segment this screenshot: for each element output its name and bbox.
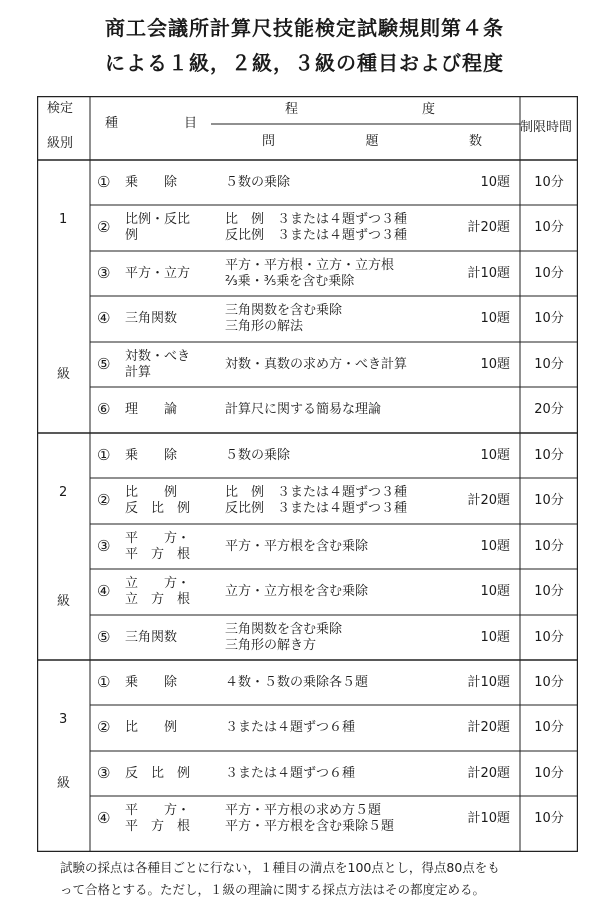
time-limit: 10分 [534,674,564,690]
item-name: 平 方・ [125,530,191,546]
item-name: 三角関数 [125,629,178,645]
item-content: 平方・平方根を含む乗除５題 [225,819,395,834]
header-count-c: 数 [468,134,482,149]
item-number: ① [97,172,111,191]
grade-suffix: 級 [57,367,71,382]
item-name: 比例・反比 [125,212,191,227]
header-grade-2: 級別 [47,136,74,151]
header-level-b: 度 [421,102,435,117]
time-limit: 10分 [534,447,564,463]
time-limit: 10分 [534,584,564,599]
grade-number: 3 [59,712,68,727]
item-number: ④ [97,582,111,600]
table-grid [37,96,578,852]
item-name: 反 比 例 [125,765,191,781]
exam-table [37,96,578,852]
item-content: 三角関数を含む乗除 [225,303,343,318]
question-count: 10題 [480,311,510,326]
question-count: 10題 [480,584,510,599]
item-number: ⑥ [97,400,111,418]
item-name: 比 例 [125,720,178,735]
item-number: ① [97,672,111,691]
time-limit: 10分 [534,629,564,645]
question-count: 計10題 [467,811,510,826]
question-count: 10題 [480,447,510,463]
question-count: 計20題 [467,765,510,781]
item-name: 立 方 根 [125,592,191,607]
item-content: 比 例 ３または４題ずつ３種 [225,485,408,500]
item-name: 反 比 例 [125,501,191,516]
header-item-b: 目 [183,116,197,131]
item-content: 比 例 ３または４題ずつ３種 [225,212,408,227]
header-item-a: 種 [105,116,119,131]
item-content: 反比例 ３または４題ずつ３種 [225,228,408,243]
question-count: 計20題 [467,720,510,735]
time-limit: 10分 [534,356,564,372]
item-content: 計算尺に関する簡易な理論 [225,402,382,417]
item-content: ⅔乗・⅗乗を含む乗除 [225,273,355,289]
item-content: ３または４題ずつ６種 [225,765,356,781]
item-name: 平 方 根 [125,546,191,562]
grade-suffix: 級 [57,776,71,791]
item-content: ３または４題ずつ６種 [225,720,356,735]
header-count-b: 題 [365,134,379,149]
header-time: 制限時間 [520,120,573,135]
header-count [262,134,482,150]
item-content: ５数の乗除 [225,447,291,463]
question-count: 10題 [480,174,510,190]
question-count: 計10題 [467,265,510,281]
item-content: 対数・真数の求め方・べき計算 [225,356,408,372]
time-limit: 10分 [534,720,564,735]
grade-suffix: 級 [57,594,71,609]
time-limit: 10分 [534,811,564,826]
footnote-line-2: って合格とする。ただし，１級の理論に関する採点方法はその都度定める。 [60,882,486,897]
question-count: 10題 [480,356,510,372]
item-name: 乗 除 [125,174,178,190]
question-count: 10題 [480,629,510,645]
item-name: 平 方 根 [125,819,191,834]
item-number: ② [97,718,111,736]
time-limit: 10分 [534,538,564,554]
item-name: 立 方・ [125,576,191,591]
header-grade-1: 検定 [47,101,74,116]
header-item [105,116,197,132]
question-count: 計20題 [467,493,510,508]
grade-number: 1 [59,212,68,227]
time-limit: 20分 [534,402,564,417]
question-count: 10題 [480,538,510,554]
item-content: ４数・５数の乗除各５題 [225,674,369,690]
item-name: 比 例 [125,485,178,500]
time-limit: 10分 [534,311,564,326]
item-content: 立方・立方根を含む乗除 [225,584,369,599]
time-limit: 10分 [534,493,564,508]
item-content: ５数の乗除 [225,174,291,190]
item-name: 平方・立方 [125,265,191,281]
item-number: ① [97,445,111,464]
item-number: ③ [97,536,111,555]
item-number: ② [97,218,111,236]
item-number: ③ [97,263,111,282]
item-name: 計算 [125,364,152,380]
time-limit: 10分 [534,174,564,190]
item-number: ④ [97,809,111,827]
grade-number: 2 [59,485,68,500]
item-name: 三角関数 [125,311,178,326]
item-name: 対数・べき [125,348,191,364]
item-content: 三角関数を含む乗除 [225,621,343,637]
item-content: 三角形の解法 [225,319,304,334]
item-name: 乗 除 [125,674,178,690]
document-title: 商工会議所計算尺技能検定試験規則第４条 [105,16,504,40]
time-limit: 10分 [534,265,564,281]
item-name: 平 方・ [125,803,191,818]
item-number: ⑤ [97,627,111,646]
item-name: 乗 除 [125,447,178,463]
header-level [285,102,435,118]
question-count: 計10題 [467,674,510,690]
header-level-a: 程 [285,102,299,117]
question-count: 計20題 [467,220,510,235]
document-subtitle: による１級，２級，３級の種目および程度 [105,51,504,75]
time-limit: 10分 [534,220,564,235]
item-content: 平方・平方根を含む乗除 [225,538,369,554]
item-name: 理 論 [125,402,178,417]
item-name: 例 [125,228,139,243]
item-content: 三角形の解き方 [225,637,317,653]
item-number: ④ [97,309,111,327]
time-limit: 10分 [534,765,564,781]
footnote-line-1: 試験の採点は各種目ごとに行ない，１種目の満点を100点とし，得点80点をも [60,860,500,875]
item-content: 反比例 ３または４題ずつ３種 [225,501,408,516]
item-number: ③ [97,763,111,782]
item-content: 平方・平方根の求め方５題 [225,803,382,818]
item-content: 平方・平方根・立方・立方根 [225,257,395,273]
item-number: ⑤ [97,354,111,373]
footnote [60,857,500,901]
item-number: ② [97,491,111,509]
header-count-a: 問 [262,134,276,149]
